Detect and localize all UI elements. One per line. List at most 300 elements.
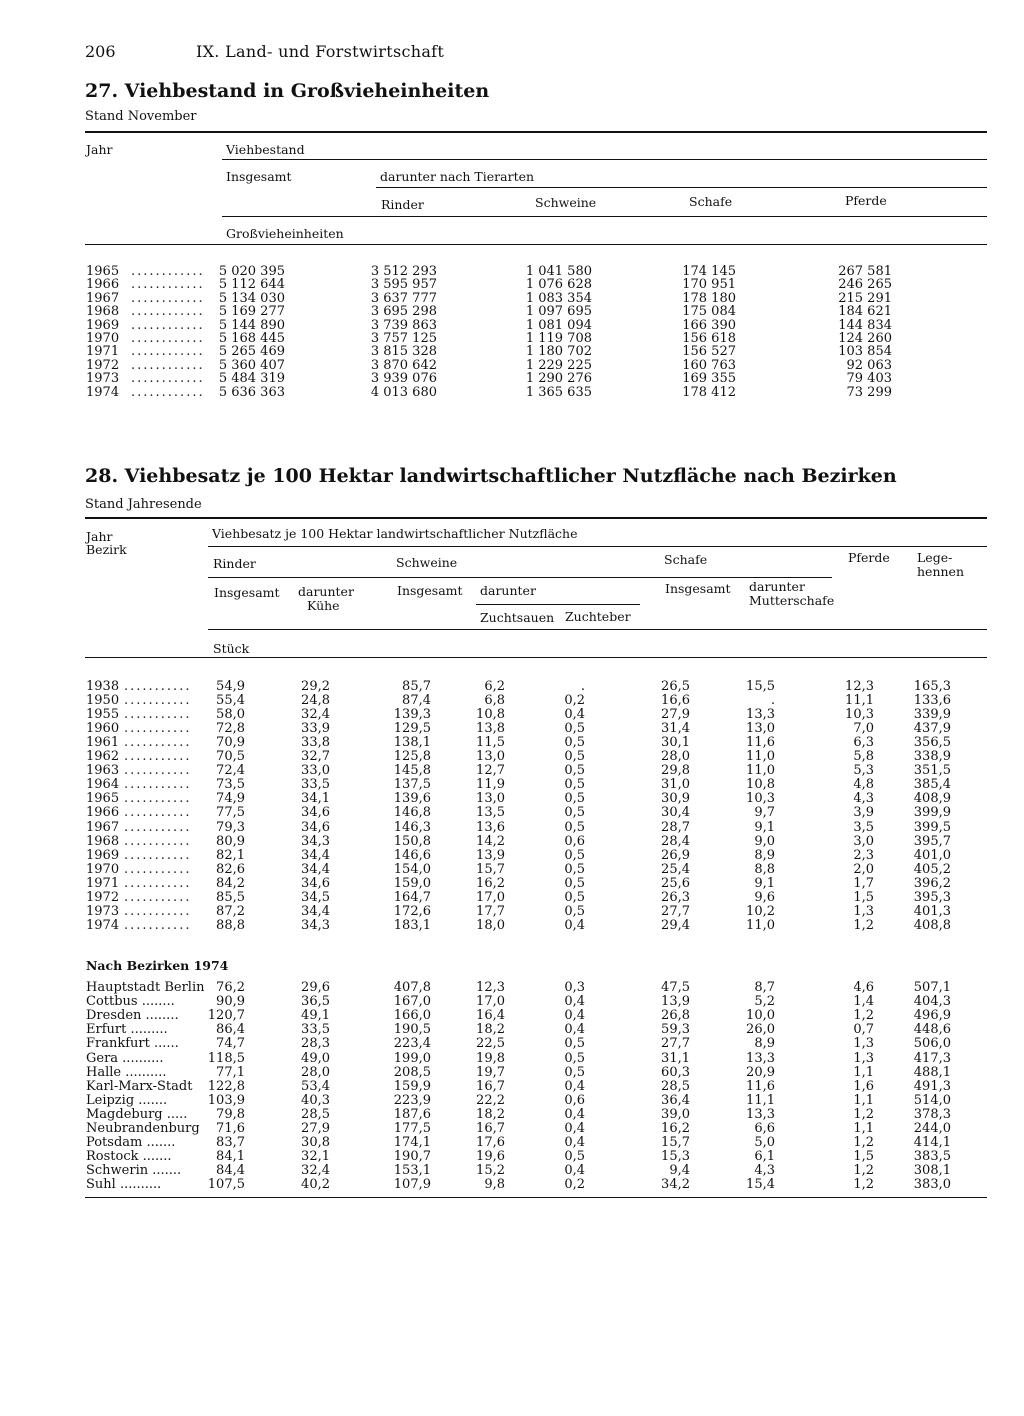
table-cell: 0,4	[564, 1008, 585, 1024]
table-cell: 103 854	[838, 344, 892, 360]
table-cell: 77,5	[216, 805, 245, 821]
table-cell: 175 084	[682, 304, 736, 320]
table-cell: 60,3	[661, 1064, 690, 1080]
table-cell: 8,8	[754, 861, 775, 877]
table-cell: 20,9	[746, 1064, 775, 1080]
table-cell: 47,5	[661, 980, 690, 995]
table-28-top-rule	[85, 517, 987, 519]
table-cell: 399,5	[913, 819, 951, 835]
table-cell: 3 695 298	[370, 304, 437, 320]
table-cell: 26,9	[661, 847, 690, 863]
table-cell: 407,8	[393, 980, 431, 995]
table-cell: 137,5	[393, 777, 431, 793]
row-year: 1968	[86, 304, 120, 320]
table-cell: 74,9	[216, 791, 245, 807]
row-bezirk: Rostock .......	[86, 1149, 172, 1165]
table-cell: 4,8	[853, 777, 874, 793]
table-cell: 84,2	[216, 875, 245, 891]
table-cell: 4,3	[853, 791, 874, 807]
table-row	[0, 694, 1024, 708]
t28-header-mutterschafe: Mutterschafe	[749, 593, 835, 608]
table-cell: 25,6	[661, 875, 690, 891]
row-year: 1974	[86, 917, 120, 933]
table-cell: 82,6	[216, 861, 245, 877]
table-cell: 9,0	[754, 833, 775, 849]
table-cell: 11,1	[746, 1092, 775, 1108]
table-cell: 8,9	[754, 1036, 775, 1052]
t28-header-pferde: Pferde	[848, 550, 890, 565]
table-cell: 0,5	[564, 875, 585, 891]
table-cell: 15,4	[746, 1177, 775, 1193]
table-cell: 437,9	[913, 721, 951, 737]
table-cell: 1,6	[853, 1078, 874, 1094]
leader-dots: ...........	[124, 791, 192, 807]
row-year: 1950	[86, 693, 120, 709]
leader-dots: ...........	[124, 777, 192, 793]
table-cell: 32,4	[301, 707, 330, 723]
table-28-title: 28. Viehbesatz je 100 Hektar landwirtschaftlicher Nutzfläche nach Bezirken	[85, 465, 897, 487]
table-cell: 0,5	[564, 889, 585, 905]
table-cell: 29,4	[661, 917, 690, 933]
table-cell: 414,1	[913, 1135, 951, 1151]
table-cell: 1,1	[853, 1064, 874, 1080]
row-bezirk: Gera ..........	[86, 1050, 164, 1066]
t28-header-schweine-darunter: darunter	[480, 583, 536, 598]
table-cell: 491,3	[913, 1078, 951, 1094]
t28-header-rinder-darunter: darunter	[298, 584, 354, 599]
leader-dots: ...........	[124, 875, 192, 891]
table-row	[0, 1009, 1024, 1023]
row-year: 1965	[86, 791, 120, 807]
t27-header-jahr: Jahr	[86, 142, 113, 157]
table-cell: 19,7	[476, 1064, 505, 1080]
table-cell: 208,5	[393, 1064, 431, 1080]
row-year: 1966	[86, 805, 120, 821]
table-cell: 10,8	[746, 777, 775, 793]
table-cell: 1,2	[853, 1163, 874, 1179]
table-cell: 16,7	[476, 1121, 505, 1136]
table-cell: 90,9	[216, 994, 245, 1010]
table-cell: 3 939 076	[370, 371, 437, 387]
table-row	[0, 386, 1024, 400]
table-cell: 72,8	[216, 721, 245, 737]
page-number: 206	[85, 42, 116, 61]
row-year: 1969	[86, 317, 120, 333]
table-cell: 85,7	[402, 679, 431, 694]
table-cell: 408,8	[913, 917, 951, 933]
table-cell: 31,4	[661, 721, 690, 737]
table-cell: 0,4	[564, 1163, 585, 1179]
t28-header-legehennen-2: hennen	[917, 564, 964, 579]
table-cell: 84,4	[216, 1163, 245, 1179]
table-cell: 79,8	[216, 1106, 245, 1122]
t28-rule	[208, 546, 987, 547]
table-cell: 79 403	[846, 371, 892, 387]
leader-dots: ...........	[124, 749, 192, 765]
table-cell: 12,3	[476, 980, 505, 995]
table-cell: 16,7	[476, 1078, 505, 1094]
table-cell: 133,6	[913, 693, 951, 709]
t27-rule	[222, 216, 987, 217]
table-cell: 154,0	[393, 861, 431, 877]
row-year: 1967	[86, 290, 120, 306]
t28-bezirke-heading: Nach Bezirken 1974	[86, 958, 229, 973]
table-cell: 174,1	[393, 1135, 431, 1151]
table-cell: 514,0	[913, 1092, 951, 1108]
table-cell: 1 083 354	[525, 290, 592, 306]
table-cell: 0,4	[564, 1106, 585, 1122]
row-bezirk: Dresden ........	[86, 1008, 179, 1024]
table-cell: 12,7	[476, 763, 505, 779]
table-cell: 0,7	[853, 1022, 874, 1038]
table-cell: 1 097 695	[525, 304, 592, 320]
t27-rule	[376, 187, 987, 188]
leader-dots: ...........	[124, 819, 192, 835]
table-cell: 27,9	[661, 707, 690, 723]
table-cell: 5 360 407	[218, 357, 285, 373]
table-cell: 25,4	[661, 861, 690, 877]
row-year: 1968	[86, 833, 120, 849]
leader-dots: ............	[131, 384, 205, 400]
table-cell: 9,1	[754, 819, 775, 835]
table-cell: 2,0	[853, 861, 874, 877]
table-cell: 5 636 363	[218, 384, 285, 400]
table-cell: .	[580, 679, 585, 694]
row-bezirk: Frankfurt ......	[86, 1036, 179, 1052]
table-cell: 139,3	[393, 707, 431, 723]
table-cell: 159,9	[393, 1078, 431, 1094]
row-year: 1972	[86, 889, 120, 905]
table-cell: 33,0	[301, 763, 330, 779]
table-27-subtitle: Stand November	[85, 109, 197, 124]
table-cell: 395,3	[913, 889, 951, 905]
table-cell: 32,4	[301, 1163, 330, 1179]
table-cell: 156 527	[682, 344, 736, 360]
table-row	[0, 821, 1024, 835]
table-row	[0, 778, 1024, 792]
leader-dots: ...........	[124, 861, 192, 877]
leader-dots: ............	[131, 277, 205, 293]
table-cell: 33,9	[301, 721, 330, 737]
table-cell: 0,5	[564, 735, 585, 751]
table-cell: 82,1	[216, 847, 245, 863]
table-cell: 0,5	[564, 1036, 585, 1052]
table-cell: 0,6	[564, 1092, 585, 1108]
table-row	[0, 1080, 1024, 1094]
table-cell: 5 144 890	[218, 317, 285, 333]
table-cell: 5 020 395	[218, 264, 285, 279]
table-cell: 19,6	[476, 1149, 505, 1165]
table-row	[0, 1122, 1024, 1136]
table-cell: 26,3	[661, 889, 690, 905]
table-cell: 3 739 863	[370, 317, 437, 333]
table-cell: 0,5	[564, 777, 585, 793]
table-cell: 448,6	[913, 1022, 951, 1038]
table-cell: 164,7	[393, 889, 431, 905]
t27-header-pferde: Pferde	[845, 193, 887, 208]
table-cell: 0,5	[564, 805, 585, 821]
table-cell: 5,3	[853, 763, 874, 779]
table-cell: 190,5	[393, 1022, 431, 1038]
row-bezirk: Suhl ..........	[86, 1177, 162, 1193]
table-cell: 0,4	[564, 707, 585, 723]
t28-header-main: Viehbesatz je 100 Hektar landwirtschaftlicher Nutzfläche	[212, 526, 578, 541]
table-row	[0, 792, 1024, 806]
table-cell: 13,3	[746, 707, 775, 723]
table-cell: 15,3	[661, 1149, 690, 1165]
row-year: 1971	[86, 344, 120, 360]
table-cell: 18,0	[476, 917, 505, 933]
table-cell: 30,8	[301, 1135, 330, 1151]
table-row	[0, 849, 1024, 863]
table-cell: 13,9	[476, 847, 505, 863]
table-cell: 30,4	[661, 805, 690, 821]
table-cell: 178 180	[682, 290, 736, 306]
table-row	[0, 1023, 1024, 1037]
t28-header-zuchteber: Zuchteber	[565, 609, 631, 624]
table-cell: 0,5	[564, 721, 585, 737]
t28-header-rinder-insgesamt: Insgesamt	[214, 585, 280, 600]
table-cell: 17,0	[476, 889, 505, 905]
t27-header-unit: Großvieheinheiten	[226, 226, 344, 241]
table-cell: 15,5	[746, 679, 775, 694]
table-cell: 5 168 445	[218, 331, 285, 346]
table-cell: 5,0	[754, 1135, 775, 1151]
table-row	[0, 680, 1024, 694]
table-cell: 9,8	[484, 1177, 505, 1193]
table-cell: 87,2	[216, 903, 245, 919]
table-cell: 3,5	[853, 819, 874, 835]
table-cell: 31,1	[661, 1050, 690, 1066]
table-cell: 31,0	[661, 777, 690, 793]
table-cell: 1 229 225	[525, 357, 592, 373]
table-cell: 166,0	[393, 1008, 431, 1024]
table-cell: 55,4	[216, 693, 245, 709]
table-cell: 28,5	[661, 1078, 690, 1094]
table-cell: 338,9	[913, 749, 951, 765]
table-cell: 496,9	[913, 1008, 951, 1024]
t28-header-kuehe: Kühe	[307, 598, 340, 613]
table-cell: 4,6	[853, 980, 874, 995]
table-cell: 77,1	[216, 1064, 245, 1080]
table-cell: 29,8	[661, 763, 690, 779]
table-cell: 15,7	[661, 1135, 690, 1151]
table-cell: 122,8	[207, 1078, 245, 1094]
row-year: 1969	[86, 847, 120, 863]
table-cell: 308,1	[913, 1163, 951, 1179]
table-cell: 10,2	[746, 903, 775, 919]
table-cell: 73,5	[216, 777, 245, 793]
table-row	[0, 1150, 1024, 1164]
table-cell: 3 870 642	[370, 357, 437, 373]
table-cell: 33,8	[301, 735, 330, 751]
table-cell: 0,4	[564, 1121, 585, 1136]
row-year: 1955	[86, 707, 120, 723]
t28-rule	[476, 604, 640, 605]
leader-dots: ...........	[124, 763, 192, 779]
table-cell: 28,7	[661, 819, 690, 835]
table-cell: 1 365 635	[525, 384, 592, 400]
table-cell: 1 119 708	[525, 331, 592, 346]
table-27-title: 27. Viehbestand in Großvieheinheiten	[85, 80, 490, 102]
table-cell: 72,4	[216, 763, 245, 779]
table-cell: 190,7	[393, 1149, 431, 1165]
table-cell: 13,6	[476, 819, 505, 835]
table-cell: 1,4	[853, 994, 874, 1010]
t27-header-rinder: Rinder	[381, 197, 424, 212]
leader-dots: ............	[131, 290, 205, 306]
table-cell: 9,4	[669, 1163, 690, 1179]
table-cell: 27,9	[301, 1121, 330, 1136]
table-cell: 10,3	[746, 791, 775, 807]
table-cell: 150,8	[393, 833, 431, 849]
table-cell: 246 265	[838, 277, 892, 293]
table-cell: 169 355	[682, 371, 736, 387]
table-cell: 34,4	[301, 903, 330, 919]
table-cell: 3 757 125	[370, 331, 437, 346]
table-cell: 1,1	[853, 1121, 874, 1136]
table-28-bottom-rule	[85, 1197, 987, 1198]
table-cell: 34,2	[661, 1177, 690, 1193]
table-cell: 5 484 319	[218, 371, 285, 387]
table-cell: 11,1	[845, 693, 874, 709]
table-cell: 18,2	[476, 1022, 505, 1038]
table-cell: 0,5	[564, 791, 585, 807]
row-year: 1973	[86, 371, 120, 387]
row-year: 1963	[86, 763, 120, 779]
table-cell: 6,2	[484, 679, 505, 694]
t27-header-viehbestand: Viehbestand	[226, 142, 305, 157]
table-cell: 28,0	[661, 749, 690, 765]
t27-header-schafe: Schafe	[689, 194, 733, 209]
table-cell: 17,7	[476, 903, 505, 919]
table-row	[0, 919, 1024, 933]
row-year: 1966	[86, 277, 120, 293]
table-cell: 177,5	[393, 1121, 431, 1136]
table-cell: 0,4	[564, 917, 585, 933]
table-cell: 139,6	[393, 791, 431, 807]
table-row	[0, 1108, 1024, 1122]
table-cell: 156 618	[682, 331, 736, 346]
leader-dots: ............	[131, 304, 205, 320]
table-cell: 2,3	[853, 847, 874, 863]
table-cell: 58,0	[216, 707, 245, 723]
table-cell: 87,4	[402, 693, 431, 709]
table-cell: 11,6	[746, 735, 775, 751]
table-cell: 1,2	[853, 1177, 874, 1193]
table-cell: 0,4	[564, 994, 585, 1010]
table-cell: 11,0	[746, 763, 775, 779]
table-cell: 18,2	[476, 1106, 505, 1122]
table-cell: 146,6	[393, 847, 431, 863]
table-cell: 34,5	[301, 889, 330, 905]
t28-header-schafe: Schafe	[664, 552, 708, 567]
table-cell: 1,7	[853, 875, 874, 891]
table-cell: 165,3	[913, 679, 951, 694]
table-cell: 74,7	[216, 1036, 245, 1052]
table-cell: 178 412	[682, 384, 736, 400]
table-cell: 9,1	[754, 875, 775, 891]
table-cell: 11,9	[476, 777, 505, 793]
row-year: 1973	[86, 903, 120, 919]
chapter-heading: IX. Land- und Forstwirtschaft	[196, 42, 445, 61]
table-cell: 27,7	[661, 903, 690, 919]
row-bezirk: Leipzig .......	[86, 1092, 168, 1108]
leader-dots: ...........	[124, 847, 192, 863]
table-cell: 1,2	[853, 917, 874, 933]
table-cell: 1,1	[853, 1092, 874, 1108]
table-cell: 54,9	[216, 679, 245, 694]
table-cell: 80,9	[216, 833, 245, 849]
table-cell: 0,5	[564, 763, 585, 779]
table-row	[0, 1066, 1024, 1080]
row-year: 1961	[86, 735, 120, 751]
row-bezirk: Cottbus ........	[86, 994, 175, 1010]
leader-dots: ............	[131, 317, 205, 333]
table-cell: 244,0	[913, 1121, 951, 1136]
table-cell: 36,5	[301, 994, 330, 1010]
table-cell: 28,5	[301, 1106, 330, 1122]
row-bezirk: Hauptstadt Berlin	[86, 980, 205, 995]
table-cell: 26,5	[661, 679, 690, 694]
row-year: 1970	[86, 861, 120, 877]
table-cell: 378,3	[913, 1106, 951, 1122]
table-cell: 506,0	[913, 1036, 951, 1052]
table-row	[0, 1136, 1024, 1150]
table-cell: 86,4	[216, 1022, 245, 1038]
table-cell: 5 134 030	[218, 290, 285, 306]
t28-header-zuchtsauen: Zuchtsauen	[480, 610, 555, 625]
leader-dots: ...........	[124, 693, 192, 709]
table-cell: 124 260	[838, 331, 892, 346]
table-cell: 9,7	[754, 805, 775, 821]
table-cell: 17,6	[476, 1135, 505, 1151]
table-cell: 5 265 469	[218, 344, 285, 360]
table-cell: 49,0	[301, 1050, 330, 1066]
table-cell: 0,5	[564, 1149, 585, 1165]
table-cell: 30,1	[661, 735, 690, 751]
t28-rule	[208, 629, 987, 630]
leader-dots: ...........	[124, 833, 192, 849]
table-row	[0, 806, 1024, 820]
t28-header-schweine: Schweine	[396, 555, 458, 570]
table-cell: 13,0	[476, 791, 505, 807]
table-cell: 3,9	[853, 805, 874, 821]
table-row	[0, 722, 1024, 736]
table-cell: 92 063	[846, 357, 892, 373]
table-cell: 26,8	[661, 1008, 690, 1024]
table-cell: 40,3	[301, 1092, 330, 1108]
table-cell: 405,2	[913, 861, 951, 877]
t28-header-jahr: Jahr	[86, 529, 113, 544]
leader-dots: ...........	[124, 679, 192, 694]
table-cell: 6,1	[754, 1149, 775, 1165]
row-bezirk: Karl-Marx-Stadt	[86, 1078, 193, 1094]
table-cell: 14,2	[476, 833, 505, 849]
row-year: 1972	[86, 357, 120, 373]
table-cell: 0,5	[564, 903, 585, 919]
table-cell: 11,0	[746, 917, 775, 933]
table-cell: 153,1	[393, 1163, 431, 1179]
table-cell: 0,4	[564, 1022, 585, 1038]
table-cell: 10,0	[746, 1008, 775, 1024]
leader-dots: ............	[131, 331, 205, 346]
table-cell: 13,3	[746, 1106, 775, 1122]
table-cell: 15,2	[476, 1163, 505, 1179]
table-cell: 5 169 277	[218, 304, 285, 320]
table-cell: 28,3	[301, 1036, 330, 1052]
row-year: 1970	[86, 331, 120, 346]
